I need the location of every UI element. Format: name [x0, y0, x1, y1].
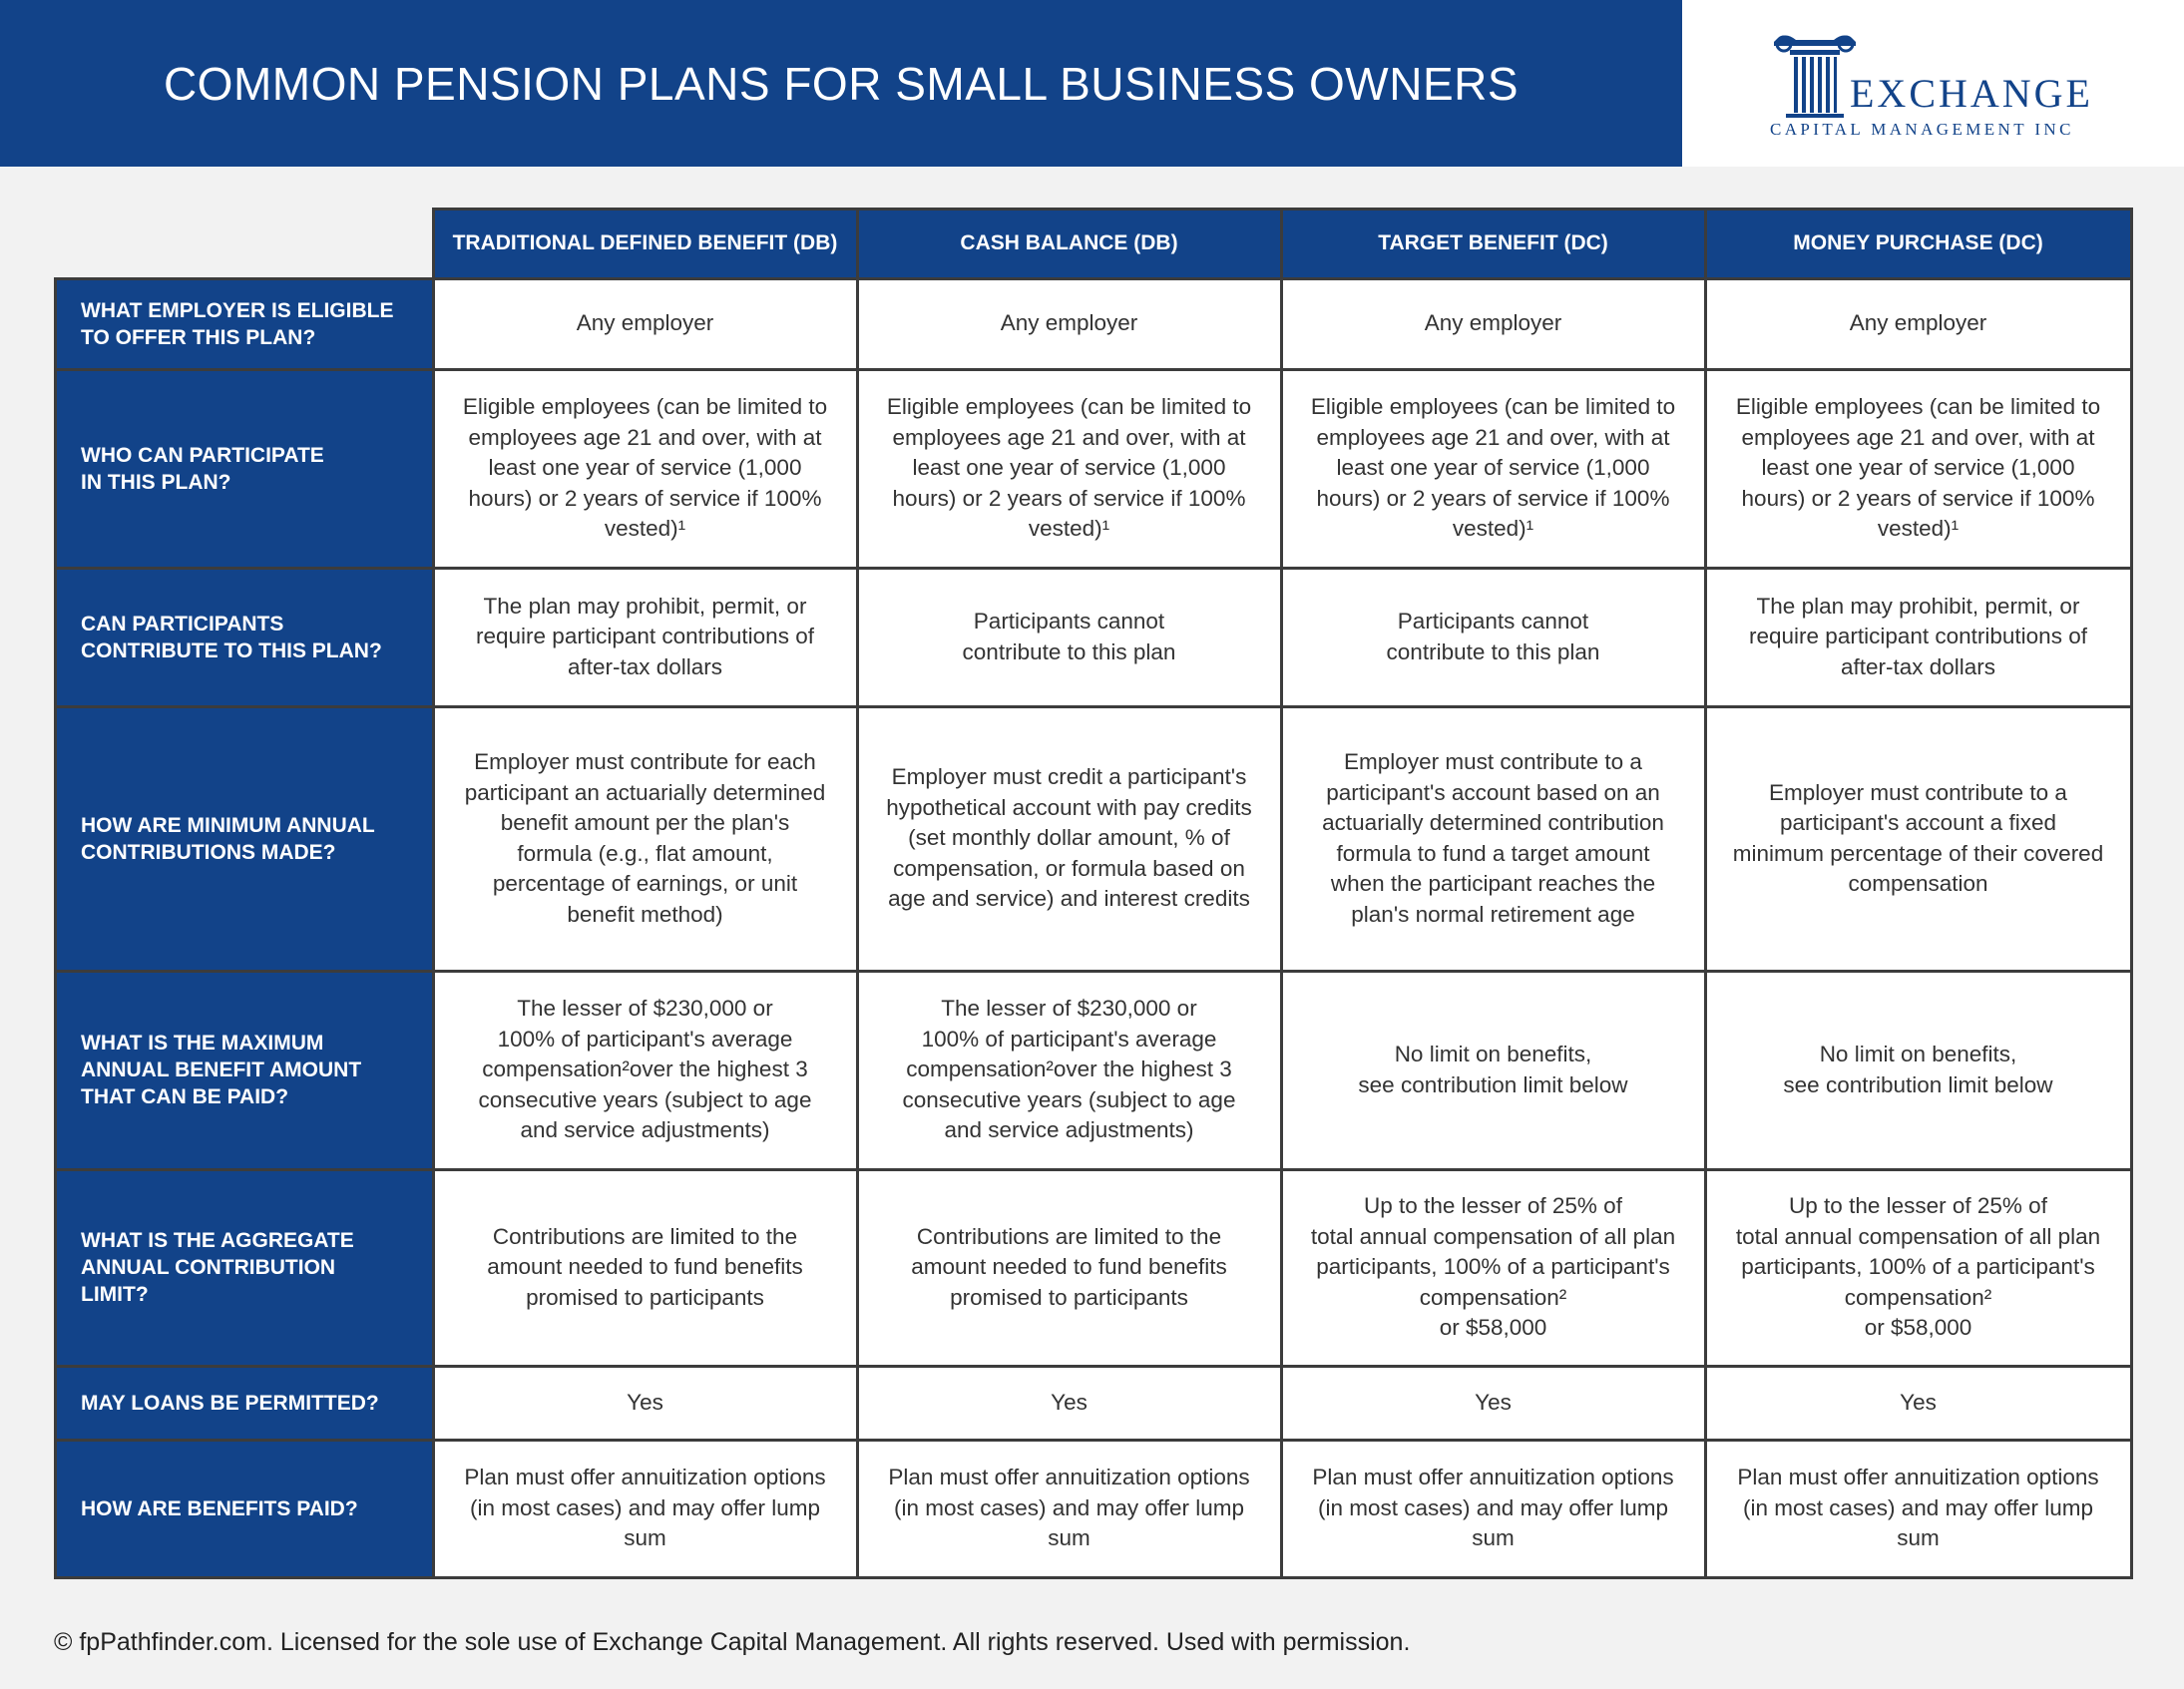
table-cell-participant-contributions-money-purchase: [1704, 567, 2133, 708]
table-cell-text: Plan must offer annuitization options (in most cases) and may offer lump sum: [1737, 1465, 2099, 1551]
table-cell-contribution-limit-traditional-db: [432, 1168, 859, 1368]
table-cell-text: The plan may prohibit, permit, or require participant contributions of after-tax dollars: [476, 593, 814, 679]
table-cell-participant-contributions-traditional-db: [432, 567, 859, 708]
column-header-cash-balance: [856, 208, 1283, 280]
table-cell-minimum-contributions-traditional-db: [432, 705, 859, 973]
table-cell-text: Plan must offer annuitization options (in most cases) and may offer lump sum: [888, 1465, 1250, 1551]
row-header-loans-permitted: [54, 1365, 435, 1442]
table-cell-text: Yes: [627, 1389, 663, 1415]
table-cell-who-can-participate-cash-balance: [856, 368, 1283, 570]
table-cell-text: Yes: [1475, 1389, 1512, 1415]
table-cell-text: Eligible employees (can be limited to employees age 21 and over, with at least one year of service (1,000 hours) or 2 years of service if 100% vested)¹: [1310, 394, 1676, 542]
row-header-benefits-paid: [54, 1439, 435, 1579]
column-header-label: TRADITIONAL DEFINED BENEFIT (DB): [452, 231, 838, 255]
row-header-who-can-participate: [54, 368, 435, 570]
table-cell-benefits-paid-traditional-db: [432, 1439, 859, 1579]
table-cell-text: Any employer: [1424, 310, 1562, 336]
table-cell-contribution-limit-money-purchase: [1704, 1168, 2133, 1368]
table-cell-text: Employer must contribute to a participant's account based on an actuarially determined contribution formula to fund a target amount when the participant reaches the plan's normal retirement age: [1322, 749, 1664, 927]
row-header-label: MAY LOANS BE PERMITTED?: [81, 1391, 379, 1415]
table-cell-text: Employer must credit a participant's hypothetical account with pay credits (set monthly dollar amount, % of compensation, or formula based on age and service) and interest credits: [886, 764, 1252, 912]
table-cell-eligible-employer-target-benefit: [1280, 277, 1707, 371]
row-header-eligible-employer: [54, 277, 435, 371]
table-cell-text: Up to the lesser of 25% of total annual compensation of all plan participants, 100% of a participant's compensation² or $58,000: [1735, 1193, 2101, 1341]
table-cell-loans-permitted-traditional-db: [432, 1365, 859, 1442]
table-cell-text: Plan must offer annuitization options (in most cases) and may offer lump sum: [464, 1465, 826, 1551]
row-header-label: HOW ARE BENEFITS PAID?: [81, 1496, 358, 1520]
table-cell-text: Any employer: [576, 310, 714, 336]
table-cell-text: Eligible employees (can be limited to employees age 21 and over, with at least one year of service (1,000 hours) or 2 years of service if 100% vested)¹: [1735, 394, 2101, 542]
column-header-label: TARGET BENEFIT (DC): [1378, 231, 1608, 255]
table-cell-who-can-participate-target-benefit: [1280, 368, 1707, 570]
row-header-maximum-benefit: [54, 970, 435, 1171]
table-cell-loans-permitted-target-benefit: [1280, 1365, 1707, 1442]
column-header-traditional-db: [432, 208, 859, 280]
row-header-label: CAN PARTICIPANTS CONTRIBUTE TO THIS PLAN?: [81, 612, 382, 662]
table-cell-text: The lesser of $230,000 or 100% of participant's average compensation²over the highest 3 consecutive years (subject to age and service adjustments): [902, 996, 1236, 1143]
row-header-label: WHAT IS THE MAXIMUM ANNUAL BENEFIT AMOUNT THAT CAN BE PAID?: [81, 1032, 362, 1108]
copyright-footer: © fpPathfinder.com. Licensed for the sole use of Exchange Capital Management. All rights reserved. Used with permission.: [54, 1628, 1411, 1656]
logo-wordmark: EXCHANGE: [1850, 71, 2093, 116]
table-cell-text: Eligible employees (can be limited to employees age 21 and over, with at least one year of service (1,000 hours) or 2 years of service if 100% vested)¹: [462, 394, 828, 542]
table-cell-text: Contributions are limited to the amount needed to fund benefits promised to participants: [911, 1223, 1227, 1310]
table-cell-loans-permitted-cash-balance: [856, 1365, 1283, 1442]
table-cell-minimum-contributions-money-purchase: [1704, 705, 2133, 973]
table-cell-text: Participants cannot contribute to this plan: [1386, 609, 1600, 664]
logo-subtitle: CAPITAL MANAGEMENT INC: [1770, 120, 2074, 139]
table-cell-benefits-paid-money-purchase: [1704, 1439, 2133, 1579]
row-header-contribution-limit: [54, 1168, 435, 1368]
table-cell-text: The lesser of $230,000 or 100% of participant's average compensation²over the highest 3 consecutive years (subject to age and service adjustments): [478, 996, 812, 1143]
table-cell-maximum-benefit-cash-balance: [856, 970, 1283, 1171]
table-cell-who-can-participate-money-purchase: [1704, 368, 2133, 570]
row-header-label: WHAT IS THE AGGREGATE ANNUAL CONTRIBUTION LIMIT?: [81, 1229, 354, 1306]
row-header-label: HOW ARE MINIMUM ANNUAL CONTRIBUTIONS MADE?: [81, 813, 375, 864]
column-header-target-benefit: [1280, 208, 1707, 280]
table-cell-text: Yes: [1051, 1389, 1088, 1415]
table-cell-eligible-employer-money-purchase: [1704, 277, 2133, 371]
table-cell-text: Participants cannot contribute to this plan: [962, 609, 1176, 664]
column-header-label: CASH BALANCE (DB): [960, 231, 1178, 255]
table-cell-benefits-paid-cash-balance: [856, 1439, 1283, 1579]
table-cell-maximum-benefit-target-benefit: [1280, 970, 1707, 1171]
table-cell-text: No limit on benefits, see contribution limit below: [1783, 1042, 2053, 1097]
table-cell-loans-permitted-money-purchase: [1704, 1365, 2133, 1442]
table-cell-minimum-contributions-cash-balance: [856, 705, 1283, 973]
table-cell-contribution-limit-cash-balance: [856, 1168, 1283, 1368]
table-cell-text: Up to the lesser of 25% of total annual compensation of all plan participants, 100% of a participant's compensation² or $58,000: [1310, 1193, 1676, 1341]
row-header-label: WHAT EMPLOYER IS ELIGIBLE TO OFFER THIS PLAN?: [81, 298, 394, 349]
table-cell-eligible-employer-traditional-db: [432, 277, 859, 371]
table-cell-contribution-limit-target-benefit: [1280, 1168, 1707, 1368]
table-cell-text: Any employer: [1849, 310, 1987, 336]
table-cell-text: Employer must contribute for each participant an actuarially determined benefit amount per the plan's formula (e.g., flat amount, percentage of earnings, or unit benefit method): [464, 749, 826, 927]
column-header-label: MONEY PURCHASE (DC): [1793, 231, 2043, 255]
page-title: COMMON PENSION PLANS FOR SMALL BUSINESS OWNERS: [163, 57, 1520, 110]
table-cell-participant-contributions-target-benefit: [1280, 567, 1707, 708]
row-header-participant-contributions: [54, 567, 435, 708]
table-cell-text: Eligible employees (can be limited to employees age 21 and over, with at least one year of service (1,000 hours) or 2 years of service if 100% vested)¹: [886, 394, 1252, 542]
table-cell-participant-contributions-cash-balance: [856, 567, 1283, 708]
table-cell-who-can-participate-traditional-db: [432, 368, 859, 570]
table-cell-text: The plan may prohibit, permit, or require participant contributions of after-tax dollars: [1749, 593, 2087, 679]
row-header-minimum-contributions: [54, 705, 435, 973]
table-cell-text: No limit on benefits, see contribution limit below: [1358, 1042, 1628, 1097]
table-cell-maximum-benefit-money-purchase: [1704, 970, 2133, 1171]
row-header-label: WHO CAN PARTICIPATE IN THIS PLAN?: [81, 443, 324, 494]
table-cell-text: Yes: [1900, 1389, 1937, 1415]
table-cell-benefits-paid-target-benefit: [1280, 1439, 1707, 1579]
table-cell-text: Contributions are limited to the amount needed to fund benefits promised to participants: [487, 1223, 803, 1310]
table-cell-text: Plan must offer annuitization options (in most cases) and may offer lump sum: [1312, 1465, 1674, 1551]
table-cell-eligible-employer-cash-balance: [856, 277, 1283, 371]
table-cell-text: Employer must contribute to a participant's account a fixed minimum percentage of their covered compensation: [1732, 779, 2104, 896]
table-cell-maximum-benefit-traditional-db: [432, 970, 859, 1171]
table-cell-minimum-contributions-target-benefit: [1280, 705, 1707, 973]
column-header-money-purchase: [1704, 208, 2133, 280]
table-cell-text: Any employer: [1000, 310, 1138, 336]
